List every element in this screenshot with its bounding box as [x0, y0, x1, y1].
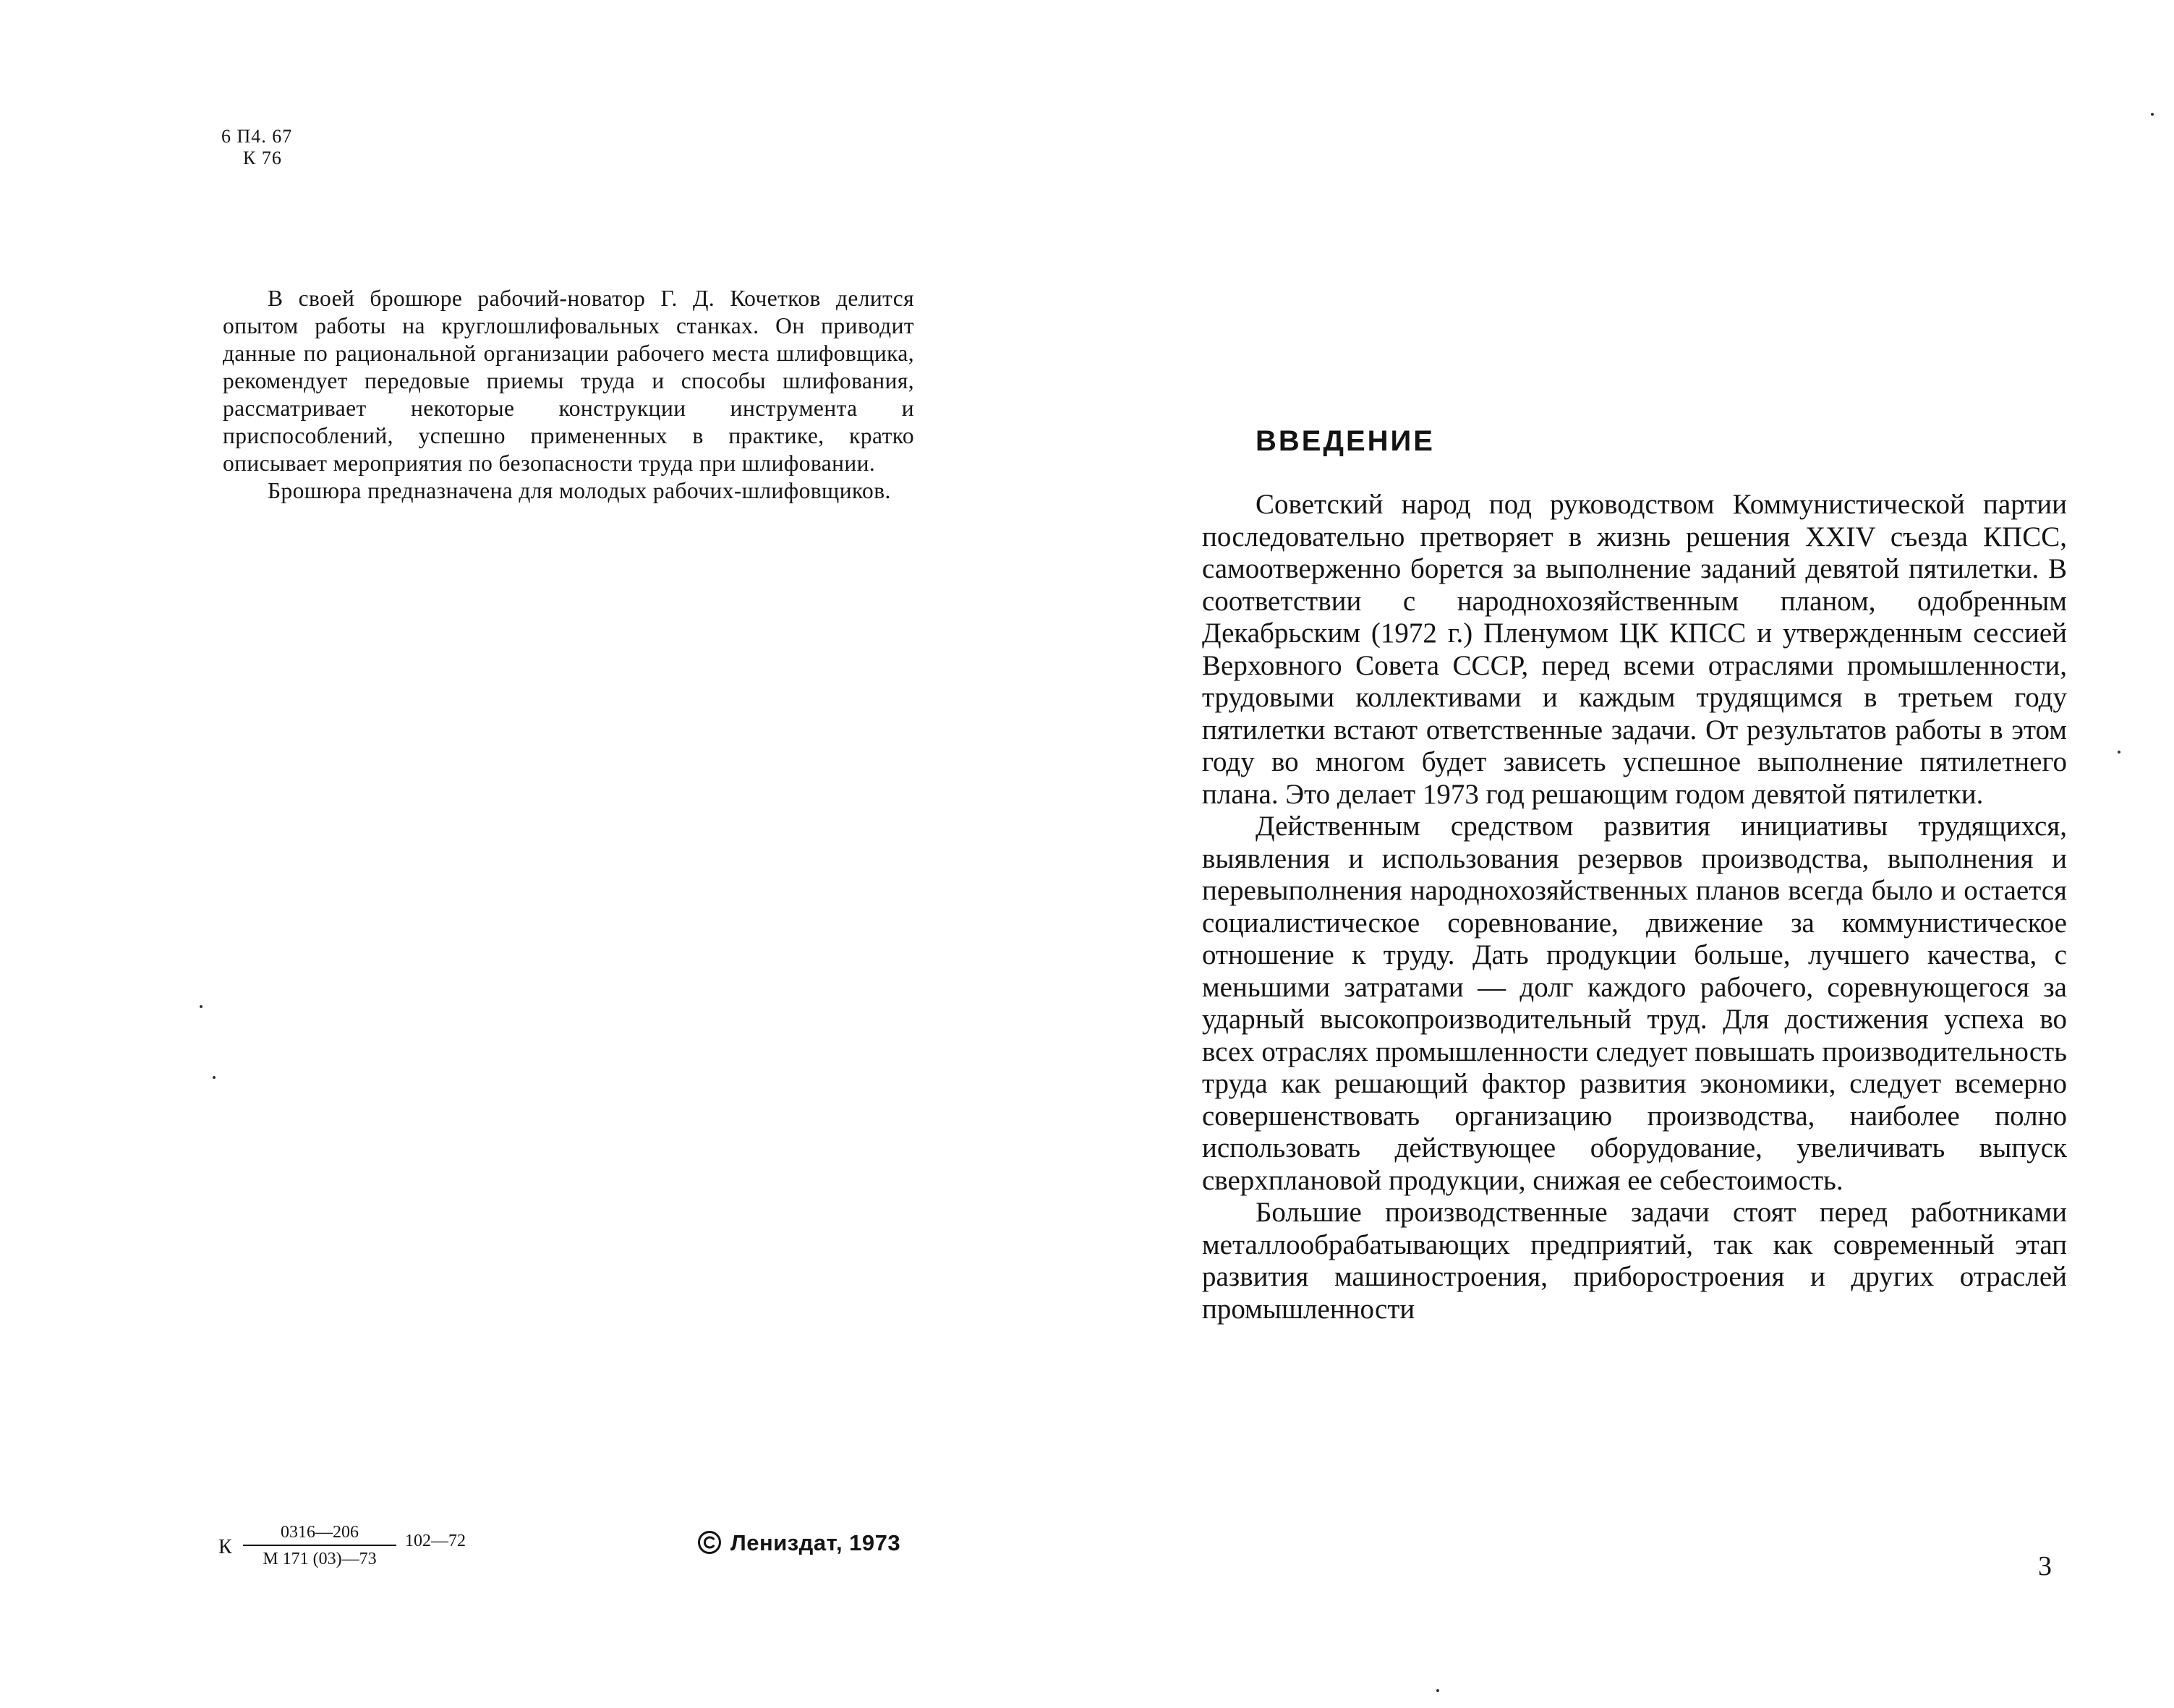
index-numerator: 0316—206	[281, 1523, 359, 1542]
index-fraction	[243, 1521, 396, 1570]
body-paragraph-1: Советский народ под руководством Коммунистической партии последовательно претворяет в жизнь решения XXIV съезда КПСС, самоотверженно борется за выполнение заданий девятой пятилетки. В соответствии с народнохозяйственным планом, одобренным Декабрьским (1972 г.) Пленумом ЦК КПСС и утвержденным сессией Верховного Совета СССР, перед всеми отраслями промышленности, трудовыми коллективами и каждым трудящимся в третьем году пятилетки встают ответственные задачи. От результатов работы в этом году во многом будет зависеть успешное выполнение пятилетнего плана. Это делает 1973 год решающим годом девятой пятилетки.	[1202, 489, 2067, 810]
scan-speck	[200, 1005, 203, 1008]
copyright-text: Лениздат, 1973	[730, 1530, 901, 1555]
scan-speck	[2118, 751, 2120, 753]
body-paragraph-3: Большие производственные задачи стоят перед работниками металлообрабатывающих предприятий, так как современный этап развития машиностроения, приборостроения и других отраслей промышленности	[1202, 1197, 2067, 1325]
page-number: 3	[2038, 1551, 2052, 1581]
catalog-code	[221, 126, 292, 169]
scan-speck	[213, 1076, 216, 1079]
chapter-body	[1202, 489, 2067, 1325]
abstract-paragraph-1: В своей брошюре рабочий-новатор Г. Д. Кочетков делится опытом работы на круглошлифовальных станках. Он приводит данные по рациональной организации рабочего места шлифовщика, рекомендует передовые приемы труда и способы шлифования, рассматривает некоторые конструкции инструмента и приспособлений, успешно примененных в практике, кратко описывает мероприятия по безопасности труда при шлифовании.	[223, 286, 914, 476]
catalog-code-line-2: К 76	[243, 148, 282, 168]
abstract-paragraph-2: Брошюра предназначена для молодых рабочих-шлифовщиков.	[268, 478, 891, 503]
catalog-code-line-1: 6 П4. 67	[221, 126, 293, 147]
chapter-heading: ВВЕДЕНИЕ	[1256, 425, 1435, 457]
index-denominator: М 171 (03)—73	[263, 1550, 377, 1568]
book-abstract	[223, 285, 914, 505]
index-letter: К	[218, 1536, 232, 1558]
copyright-line	[697, 1530, 900, 1556]
body-paragraph-2: Действенным средством развития инициативы трудящихся, выявления и использования резервов производства, выполнения и перевыполнения народнохозяйственных планов всегда было и остается социалистическое соревнование, движение за коммунистическое отношение к труду. Дать продукции больше, лучшего качества, с меньшими затратами — долг каждого рабочего, соревнующегося за ударный высокопроизводительный труд. Для достижения успеха во всех отраслях промышленности следует повышать производительность труда как решающий фактор развития экономики, следует всемерно совершенствовать организацию производства, наиболее полно использовать действующее оборудование, увеличивать выпуск сверхплановой продукции, снижая ее себестоимость.	[1202, 811, 2067, 1196]
publication-index	[218, 1521, 500, 1572]
index-suffix: 102—72	[405, 1532, 466, 1550]
scan-speck	[2151, 113, 2154, 116]
fraction-bar	[243, 1545, 396, 1546]
scan-speck	[1436, 1689, 1439, 1692]
copyright-icon	[697, 1530, 722, 1555]
